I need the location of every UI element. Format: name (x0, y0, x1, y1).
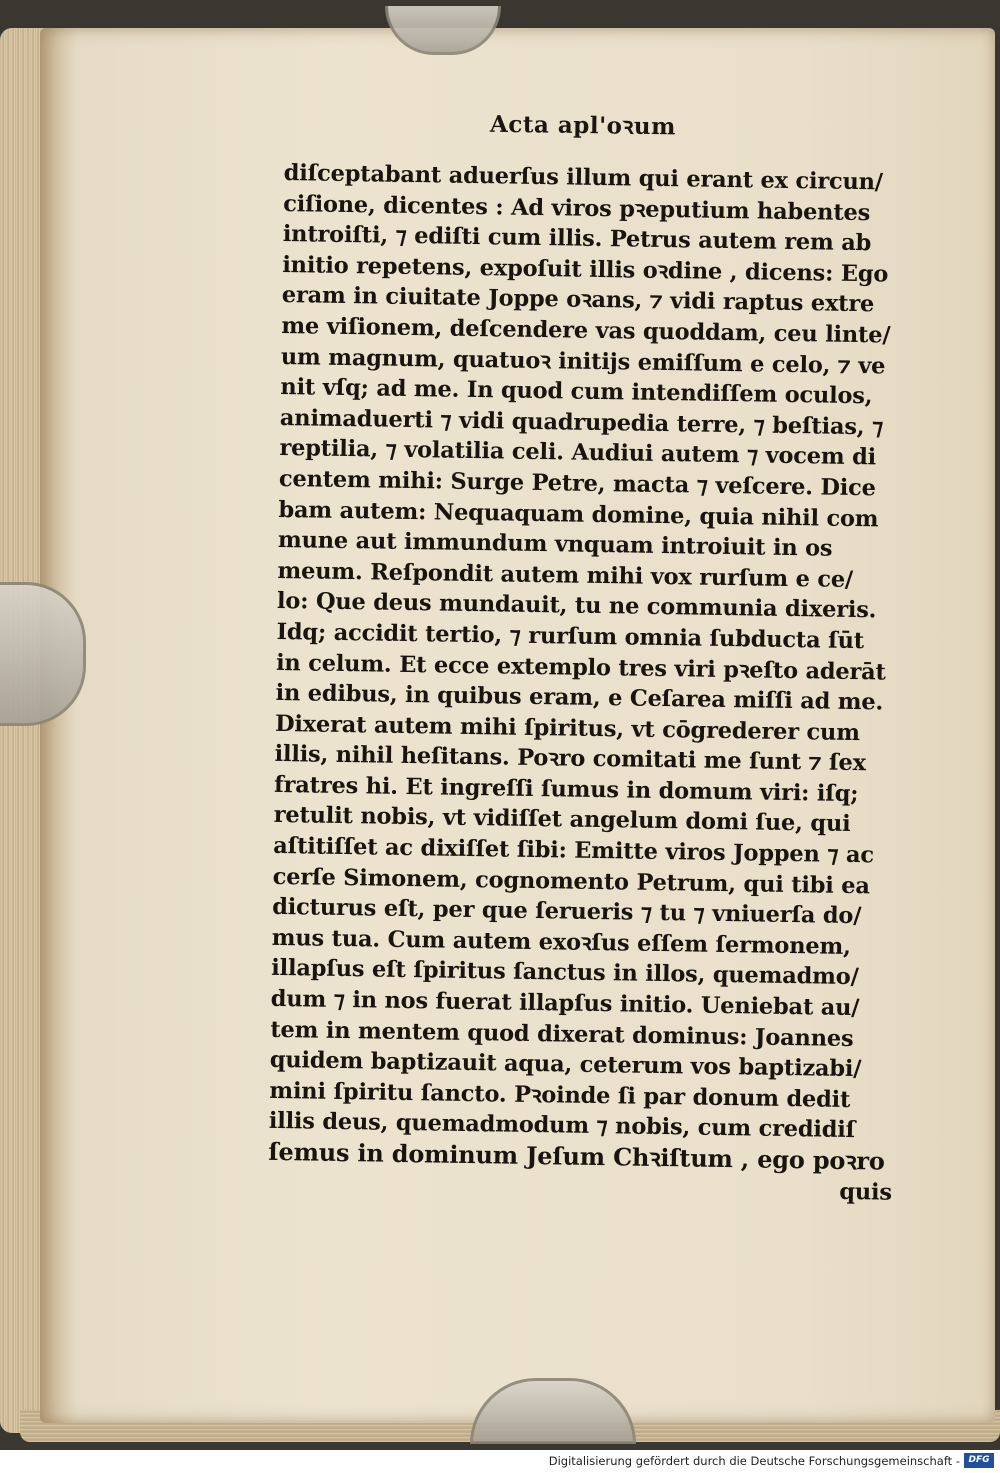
text-line: initio repetens, expoſuit illis oꝛdine , dicens: Ego (282, 251, 889, 288)
text-line: illis, nihil heſitans. Poꝛro comitati me ſunt ⁊ ſex (274, 741, 867, 777)
text-line: mune aut immundum vnquam introiuit in os (277, 527, 833, 562)
text-line: illis deus, quemadmodum ⁊ nobis, cum credidiſ (268, 1108, 856, 1144)
running-head: Acta apl'oꝛum (489, 110, 677, 141)
text-line: me viſionem, deſcendere vas quoddam, ceu linte/ (281, 312, 891, 349)
text-line: aſtitiſſet ac dixiſſet ſibi: Emitte viros Joppen ⁊ ac (272, 832, 875, 869)
text-line: in celum. Et ecce extemplo tres viri pꝛeſto aderāt (275, 649, 886, 686)
text-line: ciſione, dicentes : Ad viros pꝛeputium habentes (283, 190, 871, 226)
text-line: fratres hi. Et ingreſſi ſumus in domum viri: iſq; (273, 771, 859, 807)
text-line: lo: Que deus mundauit, tu ne communia dixeris. (276, 588, 877, 624)
text-line: tem in mentem quod dixerat dominus: Joannes (270, 1016, 854, 1052)
text-line: quidem baptizauit aqua, ceterum vos baptizabi/ (269, 1047, 862, 1083)
text-line: cerſe Simonem, cognomento Petrum, qui tibi ea (272, 863, 870, 899)
text-line: nit vſq; ad me. In quod cum intendiſſem oculos, (280, 374, 873, 410)
text-block (268, 158, 914, 1208)
text-line: in edibus, in quibus eram, e Ceſarea miſſi ad me. (275, 680, 884, 716)
text-line: meum. Reſpondit autem mihi vox rurſum e ce/ (277, 557, 854, 593)
text-line: bam autem: Nequaquam domine, quia nihil com (278, 496, 879, 532)
text-line: retulit nobis, vt vidiſſet angelum domi ſue, qui (273, 802, 851, 838)
text-line: Idq; accidit tertio, ⁊ rurſum omnia ſubducta ſūt (276, 618, 865, 655)
funding-notice: Digitalisierung gefördert durch die Deutsche Forschungsgemeinschaft - (548, 1454, 960, 1468)
catchword: quis (839, 1178, 893, 1206)
text-line: centem mihi: Surge Petre, macta ⁊ veſcere. Dice (278, 465, 876, 502)
dfg-logo: DFG (964, 1453, 994, 1468)
footer-bar (0, 1450, 1000, 1473)
text-line: reptilia, ⁊ volatilia celi. Audiui autem ⁊ vocem di (279, 435, 877, 471)
text-line: animaduerti ⁊ vidi quadrupedia terre, ⁊ beſtias, ⁊ (279, 404, 884, 441)
text-line: dum ⁊ in nos fuerat illapſus initio. Ueniebat au/ (270, 985, 860, 1022)
text-line: diſceptabant aduerſus illum qui erant ex circun/ (283, 159, 884, 196)
text-line: mus tua. Cum autem exoꝛſus eſſem ſermonem, (271, 924, 851, 960)
text-line: ſemus in dominum Jeſum Chꝛiſtum , ego poꝛro (268, 1136, 885, 1176)
text-line: introiſti, ⁊ ediſti cum illis. Petrus autem rem ab (282, 221, 872, 257)
text-line: um magnum, quatuoꝛ initijs emiſſum e celo, ⁊ ve (280, 343, 886, 380)
text-line: eram in ciuitate Joppe oꝛans, ⁊ vidi raptus extre (281, 282, 875, 318)
text-line: dicturus eſt, per que ſerueris ⁊ tu ⁊ vniuerſa do/ (272, 894, 862, 930)
text-line: Dixerat autem mihi ſpiritus, vt cōgrederer cum (274, 710, 861, 746)
text-line: illapſus eſt ſpiritus ſanctus in illos, quemadmo/ (271, 955, 859, 991)
text-line: mini ſpiritu ſancto. Pꝛoinde ſi par donum dedit (269, 1077, 851, 1113)
